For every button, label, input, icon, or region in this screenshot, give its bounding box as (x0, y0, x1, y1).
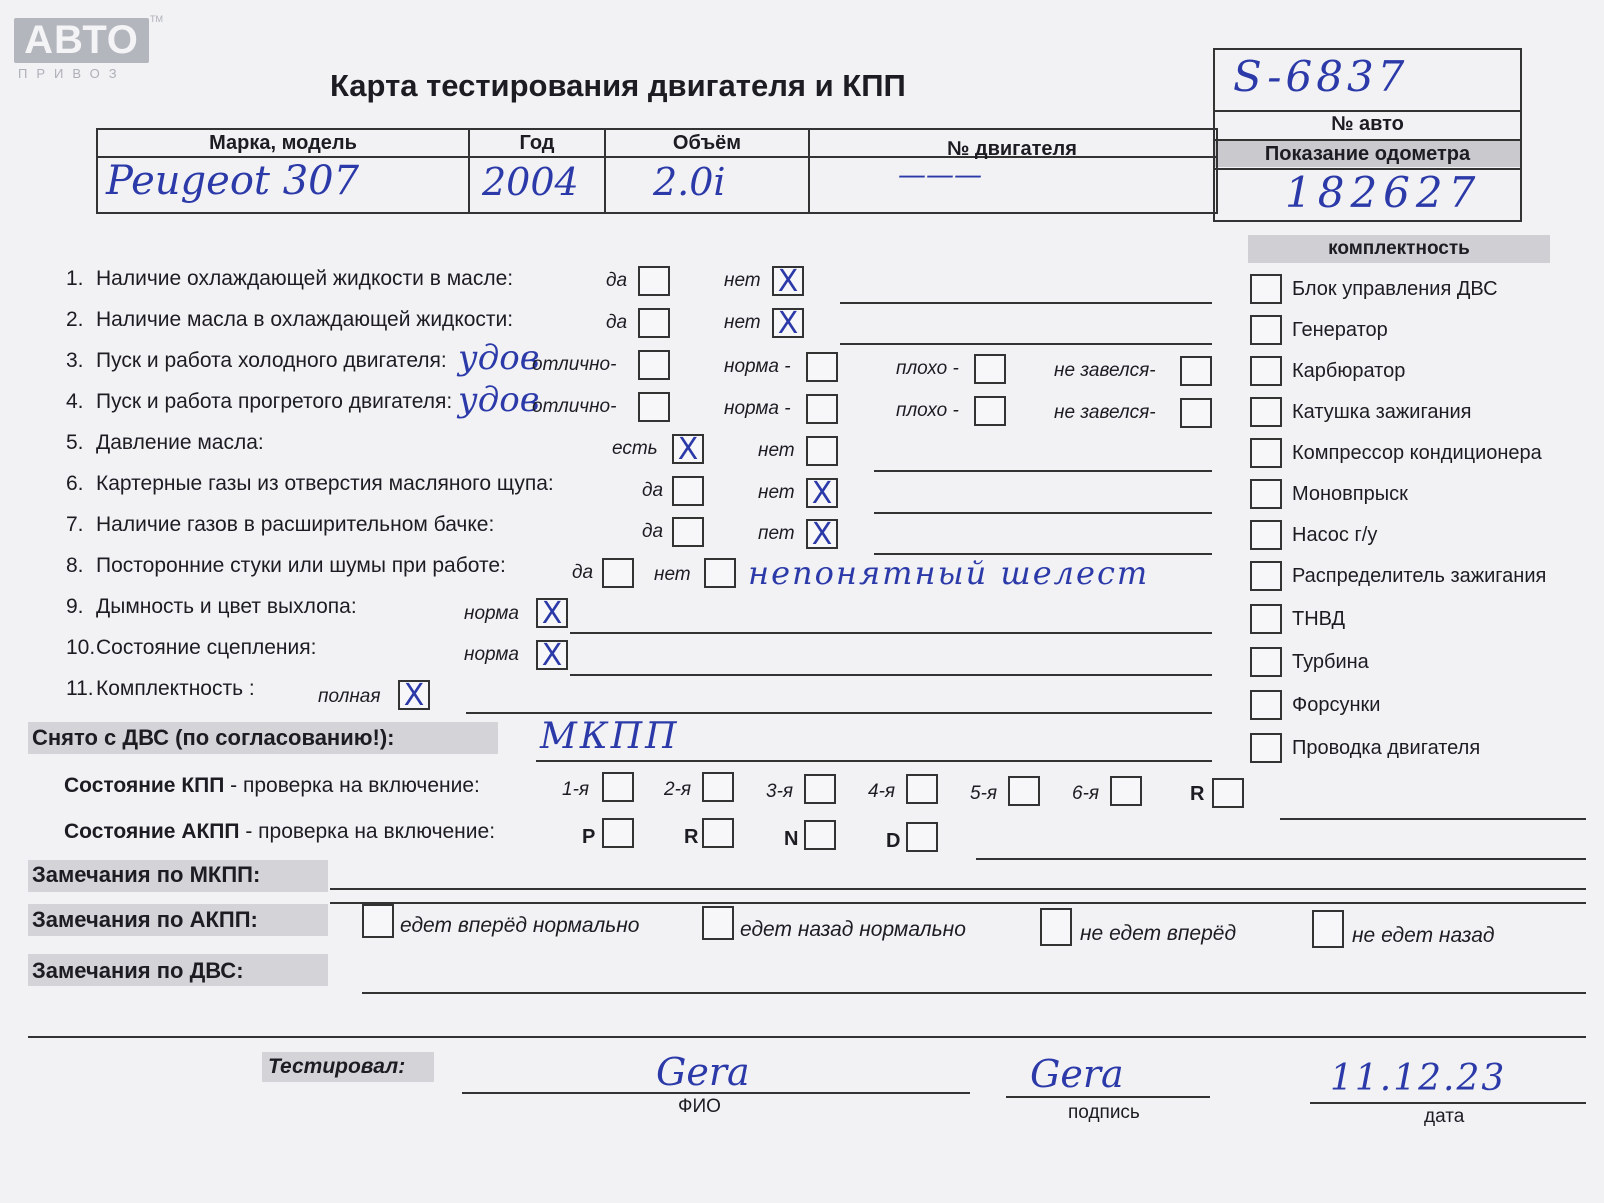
remarks-dvs-line (362, 992, 1586, 994)
signature-line (1006, 1096, 1210, 1098)
check-mark-icon: X (403, 678, 425, 713)
col-volume-header: Объём (672, 132, 742, 154)
q5-present-label: есть (612, 438, 658, 459)
gear-6-checkbox[interactable] (1110, 776, 1142, 806)
removed-label: Снято с ДВС (по согласованию!): (32, 725, 395, 750)
q6-yes-checkbox[interactable] (672, 476, 704, 506)
q7-no-label: пет (758, 523, 795, 544)
check-mark-icon: X (777, 264, 799, 299)
auto-gear-n-label: N (784, 828, 799, 850)
q1-note-line (840, 302, 1212, 304)
question-6: 6. Картерные газы из отверстия масляного щупа: (66, 472, 554, 495)
q3-handwritten: удов (458, 338, 540, 378)
avtoprivoz-logo (14, 18, 149, 63)
completeness-checkbox[interactable] (1250, 438, 1282, 468)
completeness-checkbox[interactable] (1250, 520, 1282, 550)
q4-bad-checkbox[interactable] (974, 396, 1006, 426)
gear-2-checkbox[interactable] (702, 772, 734, 802)
q9-norm-label: норма (464, 603, 519, 624)
gear-6-label: 6-я (1072, 783, 1100, 804)
q11-full-checkbox[interactable] (398, 678, 430, 713)
logo-tm: TM (150, 14, 163, 24)
akpp-reverse-ok-checkbox[interactable] (702, 906, 734, 940)
q2-yes-checkbox[interactable] (638, 308, 670, 338)
page-title: Карта тестирования двигателя и КПП (330, 68, 906, 103)
q10-norm-checkbox[interactable] (536, 638, 568, 673)
completeness-item: Генератор (1250, 315, 1570, 347)
completeness-item: Проводка двигателя (1250, 733, 1570, 765)
q3-bad-label: плохо - (896, 358, 959, 379)
q8-yes-checkbox[interactable] (602, 558, 634, 588)
question-8: 8. Посторонние стуки или шумы при работе: (66, 554, 506, 577)
completeness-checkbox[interactable] (1250, 604, 1282, 634)
question-7: 7. Наличие газов в расширительном бачке: (66, 513, 495, 536)
completeness-item: Насос г/у (1250, 520, 1570, 552)
auto-gear-r-checkbox[interactable] (702, 818, 734, 848)
check-mark-icon: X (541, 638, 563, 673)
q5-no-label: нет (758, 440, 795, 461)
q2-no-label: нет (724, 312, 761, 333)
logo-subtitle: ПРИВОЗ (18, 66, 126, 81)
question-5: 5. Давление масла: (66, 431, 264, 454)
akpp-note-line (976, 858, 1586, 860)
removed-line (536, 760, 1212, 762)
remarks-mkpp-line (330, 888, 1586, 890)
q11-note-line (466, 712, 1212, 714)
question-11: 11. Комплектность : (66, 677, 255, 700)
completeness-checkbox[interactable] (1250, 274, 1282, 304)
tester-name-value: Gera (656, 1050, 750, 1094)
check-mark-icon: X (541, 596, 563, 631)
year-value: 2004 (482, 160, 579, 204)
auto-gear-r-label: R (684, 826, 699, 848)
q1-yes-label: да (606, 270, 628, 291)
gear-5-label: 5-я (970, 783, 998, 804)
completeness-item: Блок управления ДВС (1250, 274, 1570, 306)
check-mark-icon: X (677, 432, 699, 467)
q8-handwritten-note: непонятный шелест (748, 554, 1150, 592)
q3-bad-checkbox[interactable] (974, 354, 1006, 384)
col-engine-header: № двигателя (947, 138, 1077, 160)
q4-handwritten: удов (458, 380, 540, 420)
q4-bad-label: плохо - (896, 400, 959, 421)
q6-yes-label: да (642, 480, 664, 501)
q4-nostart-checkbox[interactable] (1180, 398, 1212, 428)
auto-number-value: S-6837 (1233, 52, 1409, 101)
kpp-auto-label: Состояние АКПП - проверка на включение: (64, 820, 496, 843)
auto-info-box (1213, 48, 1522, 222)
completeness-item: Форсунки (1250, 690, 1570, 722)
akpp-forward-ok-label: едет вперёд нормально (400, 914, 640, 937)
gear-5-checkbox[interactable] (1008, 776, 1040, 806)
q6-no-label: нет (758, 482, 795, 503)
q7-yes-label: да (642, 521, 664, 542)
make-value: Peugeot 307 (106, 158, 360, 204)
kpp-manual-label: Состояние КПП - проверка на включение: (64, 774, 480, 797)
question-4: 4. Пуск и работа прогретого двигателя: (66, 390, 453, 413)
akpp-no-forward-label: не едет вперёд (1080, 922, 1237, 945)
gear-4-label: 4-я (868, 781, 896, 802)
odometer-label: Показание одометра (1264, 143, 1471, 165)
q2-yes-label: да (606, 312, 628, 333)
auto-gear-d-checkbox[interactable] (906, 822, 938, 852)
kpp-note-line (1280, 818, 1586, 820)
q4-excellent-checkbox[interactable] (638, 392, 670, 422)
check-mark-icon: X (811, 517, 833, 552)
date-caption: дата (1424, 1106, 1465, 1127)
akpp-forward-ok-checkbox[interactable] (362, 904, 394, 938)
completeness-item: Турбина (1250, 647, 1570, 679)
auto-gear-p-label: P (582, 826, 596, 848)
q8-yes-label: да (572, 562, 594, 583)
q4-normal-label: норма - (724, 398, 791, 419)
q5-no-checkbox[interactable] (806, 436, 838, 466)
q4-nostart-label: не завелся- (1054, 402, 1156, 423)
auto-gear-p-checkbox[interactable] (602, 818, 634, 848)
q1-yes-checkbox[interactable] (638, 266, 670, 296)
akpp-no-reverse-checkbox[interactable] (1312, 910, 1344, 948)
q5-note-line (874, 470, 1212, 472)
completeness-item: Карбюратор (1250, 356, 1570, 388)
remarks-akpp-label: Замечания по АКПП: (32, 907, 258, 932)
date-line (1310, 1102, 1586, 1104)
gear-1-label: 1-я (562, 779, 590, 800)
akpp-reverse-ok-label: едет назад нормально (740, 918, 966, 941)
completeness-header: комплектность (1248, 235, 1550, 263)
q10-norm-label: норма (464, 644, 519, 665)
fio-line (462, 1092, 970, 1094)
q9-note-line (570, 632, 1212, 634)
q11-full-label: полная (318, 686, 381, 707)
removed-value: МКПП (540, 716, 680, 757)
odometer-value: 182627 (1285, 168, 1482, 217)
q1-no-label: нет (724, 270, 761, 291)
completeness-item: Катушка зажигания (1250, 397, 1570, 429)
check-mark-icon: X (777, 306, 799, 341)
logo-text: АВТО (24, 18, 139, 62)
completeness-checkbox[interactable] (1250, 397, 1282, 427)
signature-caption: подпись (1068, 1102, 1140, 1123)
question-9: 9. Дымность и цвет выхлопа: (66, 595, 357, 618)
gear-r-checkbox[interactable] (1212, 778, 1244, 808)
q9-norm-checkbox[interactable] (536, 596, 568, 631)
q3-normal-label: норма - (724, 356, 791, 377)
remarks-dvs-line-2 (28, 1036, 1586, 1038)
q4-excellent-label: отлично- (532, 396, 617, 417)
remarks-mkpp-label: Замечания по МКПП: (32, 862, 261, 887)
completeness-checkbox[interactable] (1250, 479, 1282, 509)
remarks-dvs-label: Замечания по ДВС: (32, 958, 244, 983)
check-mark-icon: X (811, 476, 833, 511)
question-10: 10.Состояние сцепления: (66, 636, 317, 659)
tested-by-label: Тестировал: (268, 1055, 406, 1078)
gear-3-checkbox[interactable] (804, 774, 836, 804)
engine-number-value: ——— (898, 158, 982, 191)
q4-normal-checkbox[interactable] (806, 394, 838, 424)
q1-no-checkbox[interactable] (772, 264, 804, 299)
q7-yes-checkbox[interactable] (672, 517, 704, 547)
completeness-item: Моновпрыск (1250, 479, 1570, 511)
completeness-checkbox[interactable] (1250, 733, 1282, 763)
gear-4-checkbox[interactable] (906, 774, 938, 804)
q3-normal-checkbox[interactable] (806, 352, 838, 382)
auto-number-label: № авто (1331, 113, 1404, 135)
q6-no-checkbox[interactable] (806, 476, 838, 511)
q8-no-checkbox[interactable] (704, 558, 736, 588)
q2-note-line (840, 343, 1212, 345)
q8-no-label: нет (654, 564, 691, 585)
akpp-no-reverse-label: не едет назад (1352, 924, 1495, 947)
q10-note-line (570, 674, 1212, 676)
q3-nostart-label: не завелся- (1054, 360, 1156, 381)
gear-2-label: 2-я (664, 779, 692, 800)
volume-value: 2.0i (653, 160, 726, 204)
completeness-checkbox[interactable] (1250, 561, 1282, 591)
tester-signature-value: Gera (1030, 1052, 1124, 1096)
completeness-item: ТНВД (1250, 604, 1570, 636)
auto-gear-n-checkbox[interactable] (804, 820, 836, 850)
col-make-header: Марка, модель (209, 132, 357, 154)
q5-present-checkbox[interactable] (672, 432, 704, 467)
col-year-header: Год (519, 132, 555, 154)
q7-no-checkbox[interactable] (806, 517, 838, 552)
question-2: 2. Наличие масла в охлаждающей жидкости: (66, 308, 514, 331)
completeness-checkbox[interactable] (1250, 690, 1282, 720)
q3-nostart-checkbox[interactable] (1180, 356, 1212, 386)
remarks-mkpp-line-2 (330, 902, 1586, 904)
q2-no-checkbox[interactable] (772, 306, 804, 341)
fio-caption: ФИО (678, 1096, 721, 1117)
q3-excellent-checkbox[interactable] (638, 350, 670, 380)
question-3: 3. Пуск и работа холодного двигателя: (66, 349, 447, 372)
completeness-checkbox[interactable] (1250, 356, 1282, 386)
akpp-no-forward-checkbox[interactable] (1040, 908, 1072, 946)
completeness-item: Компрессор кондиционера (1250, 438, 1590, 470)
q3-excellent-label: отлично- (532, 354, 617, 375)
completeness-checkbox[interactable] (1250, 315, 1282, 345)
auto-gear-d-label: D (886, 830, 901, 852)
q6-note-line (874, 512, 1212, 514)
gear-r-label: R (1190, 783, 1205, 805)
gear-1-checkbox[interactable] (602, 772, 634, 802)
date-value: 11.12.23 (1330, 1058, 1507, 1099)
completeness-checkbox[interactable] (1250, 647, 1282, 677)
gear-3-label: 3-я (766, 781, 794, 802)
completeness-item: Распределитель зажигания (1250, 561, 1590, 593)
question-1: 1. Наличие охлаждающей жидкости в масле: (66, 267, 514, 290)
vehicle-header-table (96, 128, 1218, 214)
